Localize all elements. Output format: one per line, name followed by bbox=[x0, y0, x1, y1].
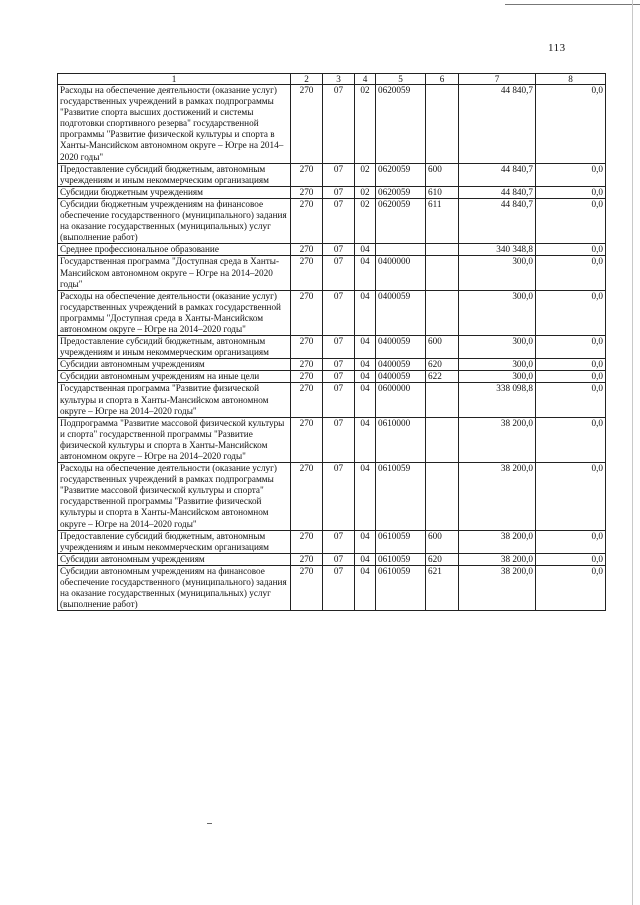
row-subsection: 04 bbox=[355, 463, 376, 531]
row-target-item: 0400000 bbox=[376, 256, 426, 290]
row-section: 07 bbox=[323, 565, 355, 610]
row-name: Государственная программа "Развитие физической культуры и спорта в Ханты-Мансийском автономном округе – Югре на 2014–2020 годы" bbox=[58, 383, 291, 417]
table-row bbox=[58, 553, 606, 565]
row-amount-2: 0,0 bbox=[536, 163, 606, 186]
row-amount: 300,0 bbox=[459, 290, 536, 335]
row-amount: 300,0 bbox=[459, 359, 536, 371]
row-amount-2: 0,0 bbox=[536, 371, 606, 383]
row-subsection: 04 bbox=[355, 383, 376, 417]
row-expense-type: 620 bbox=[426, 359, 459, 371]
row-section: 07 bbox=[323, 85, 355, 164]
row-amount-2: 0,0 bbox=[536, 553, 606, 565]
row-name: Субсидии автономным учреждениям bbox=[58, 359, 291, 371]
table-row bbox=[58, 359, 606, 371]
row-target-item: 0610000 bbox=[376, 417, 426, 462]
row-code: 270 bbox=[291, 565, 323, 610]
row-name: Предоставление субсидий бюджетным, автономным учреждениям и иным некоммерческим организациям bbox=[58, 163, 291, 186]
row-name: Расходы на обеспечение деятельности (оказание услуг) государственных учреждений в рамках подпрограммы "Развитие спорта высших достижений и системы подготовки спортивного резерва" государственной программы "Развитие физической культуры и спорта в Ханты-Мансийском автономном округе – Югре на 2014–2020 годы" bbox=[58, 85, 291, 164]
row-section: 07 bbox=[323, 530, 355, 553]
table-row bbox=[58, 198, 606, 243]
row-section: 07 bbox=[323, 553, 355, 565]
row-amount-2: 0,0 bbox=[536, 85, 606, 164]
row-name: Предоставление субсидий бюджетным, автономным учреждениям и иным некоммерческим организациям bbox=[58, 336, 291, 359]
row-code: 270 bbox=[291, 336, 323, 359]
row-amount-2: 0,0 bbox=[536, 290, 606, 335]
row-section: 07 bbox=[323, 417, 355, 462]
footer-mark bbox=[207, 823, 212, 824]
row-amount-2: 0,0 bbox=[536, 359, 606, 371]
row-target-item: 0610059 bbox=[376, 553, 426, 565]
table-body bbox=[58, 74, 606, 611]
row-expense-type bbox=[426, 383, 459, 417]
row-name: Субсидии автономным учреждениям на иные цели bbox=[58, 371, 291, 383]
row-code: 270 bbox=[291, 371, 323, 383]
row-amount: 44 840,7 bbox=[459, 85, 536, 164]
row-target-item: 0400059 bbox=[376, 290, 426, 335]
header-cell: 6 bbox=[426, 74, 459, 85]
table-row bbox=[58, 371, 606, 383]
row-section: 07 bbox=[323, 336, 355, 359]
row-code: 270 bbox=[291, 417, 323, 462]
budget-table bbox=[57, 73, 606, 611]
row-name: Среднее профессиональное образование bbox=[58, 244, 291, 256]
table-row bbox=[58, 383, 606, 417]
row-target-item bbox=[376, 244, 426, 256]
row-subsection: 04 bbox=[355, 565, 376, 610]
table-row bbox=[58, 290, 606, 335]
row-amount: 340 348,8 bbox=[459, 244, 536, 256]
row-expense-type bbox=[426, 463, 459, 531]
row-subsection: 04 bbox=[355, 530, 376, 553]
page-number: 113 bbox=[548, 42, 566, 54]
table-row bbox=[58, 163, 606, 186]
header-cell: 3 bbox=[323, 74, 355, 85]
row-amount-2: 0,0 bbox=[536, 336, 606, 359]
row-amount-2: 0,0 bbox=[536, 530, 606, 553]
row-name: Подпрограмма "Развитие массовой физической культуры и спорта" государственной программы "Развитие физической культуры и спорта в Ханты-Мансийском автономном округе – Югре на 2014–2020 годы" bbox=[58, 417, 291, 462]
row-subsection: 04 bbox=[355, 553, 376, 565]
row-amount: 300,0 bbox=[459, 336, 536, 359]
row-section: 07 bbox=[323, 290, 355, 335]
row-expense-type: 610 bbox=[426, 186, 459, 198]
row-section: 07 bbox=[323, 256, 355, 290]
table-row bbox=[58, 244, 606, 256]
row-amount: 300,0 bbox=[459, 256, 536, 290]
row-section: 07 bbox=[323, 198, 355, 243]
row-amount: 44 840,7 bbox=[459, 163, 536, 186]
row-target-item: 0620059 bbox=[376, 85, 426, 164]
table-row bbox=[58, 186, 606, 198]
table-row bbox=[58, 85, 606, 164]
row-amount: 38 200,0 bbox=[459, 565, 536, 610]
table-row bbox=[58, 336, 606, 359]
table-row bbox=[58, 530, 606, 553]
row-amount-2: 0,0 bbox=[536, 463, 606, 531]
row-amount-2: 0,0 bbox=[536, 256, 606, 290]
row-target-item: 0610059 bbox=[376, 530, 426, 553]
row-name: Государственная программа "Доступная среда в Ханты-Мансийском автономном округе – Югре на 2014–2020 годы" bbox=[58, 256, 291, 290]
row-code: 270 bbox=[291, 383, 323, 417]
row-amount: 38 200,0 bbox=[459, 530, 536, 553]
row-target-item: 0400059 bbox=[376, 371, 426, 383]
row-target-item: 0600000 bbox=[376, 383, 426, 417]
row-code: 270 bbox=[291, 359, 323, 371]
row-amount-2: 0,0 bbox=[536, 565, 606, 610]
row-expense-type bbox=[426, 85, 459, 164]
row-expense-type: 600 bbox=[426, 163, 459, 186]
row-subsection: 04 bbox=[355, 371, 376, 383]
row-expense-type bbox=[426, 256, 459, 290]
row-code: 270 bbox=[291, 186, 323, 198]
row-subsection: 04 bbox=[355, 256, 376, 290]
row-target-item: 0400059 bbox=[376, 359, 426, 371]
row-subsection: 02 bbox=[355, 163, 376, 186]
table-row bbox=[58, 463, 606, 531]
row-amount: 44 840,7 bbox=[459, 186, 536, 198]
row-subsection: 04 bbox=[355, 336, 376, 359]
row-amount: 38 200,0 bbox=[459, 553, 536, 565]
row-name: Предоставление субсидий бюджетным, автономным учреждениям и иным некоммерческим организациям bbox=[58, 530, 291, 553]
row-amount: 44 840,7 bbox=[459, 198, 536, 243]
table-row bbox=[58, 417, 606, 462]
row-expense-type: 600 bbox=[426, 530, 459, 553]
row-section: 07 bbox=[323, 163, 355, 186]
row-amount: 38 200,0 bbox=[459, 417, 536, 462]
row-code: 270 bbox=[291, 463, 323, 531]
row-name: Субсидии бюджетным учреждениям на финансовое обеспечение государственного (муниципального) задания на оказание государственных (муниципальных) услуг (выполнение работ) bbox=[58, 198, 291, 243]
row-code: 270 bbox=[291, 530, 323, 553]
header-cell: 7 bbox=[459, 74, 536, 85]
row-target-item: 0620059 bbox=[376, 198, 426, 243]
row-code: 270 bbox=[291, 198, 323, 243]
row-amount-2: 0,0 bbox=[536, 198, 606, 243]
row-amount-2: 0,0 bbox=[536, 383, 606, 417]
row-subsection: 04 bbox=[355, 417, 376, 462]
row-expense-type: 622 bbox=[426, 371, 459, 383]
header-cell: 5 bbox=[376, 74, 426, 85]
scan-top-line bbox=[505, 4, 640, 5]
header-cell: 8 bbox=[536, 74, 606, 85]
row-code: 270 bbox=[291, 244, 323, 256]
row-expense-type: 600 bbox=[426, 336, 459, 359]
row-amount-2: 0,0 bbox=[536, 417, 606, 462]
header-cell: 1 bbox=[58, 74, 291, 85]
row-subsection: 04 bbox=[355, 244, 376, 256]
row-section: 07 bbox=[323, 463, 355, 531]
row-section: 07 bbox=[323, 186, 355, 198]
row-target-item: 0400059 bbox=[376, 336, 426, 359]
row-target-item: 0620059 bbox=[376, 163, 426, 186]
row-subsection: 02 bbox=[355, 186, 376, 198]
row-section: 07 bbox=[323, 244, 355, 256]
row-target-item: 0610059 bbox=[376, 565, 426, 610]
row-amount: 300,0 bbox=[459, 371, 536, 383]
row-name: Субсидии автономным учреждениям bbox=[58, 553, 291, 565]
row-code: 270 bbox=[291, 85, 323, 164]
row-amount: 338 098,8 bbox=[459, 383, 536, 417]
row-code: 270 bbox=[291, 256, 323, 290]
row-amount-2: 0,0 bbox=[536, 186, 606, 198]
table-row bbox=[58, 565, 606, 610]
row-amount: 38 200,0 bbox=[459, 463, 536, 531]
header-row bbox=[58, 74, 606, 85]
row-name: Субсидии бюджетным учреждениям bbox=[58, 186, 291, 198]
row-expense-type: 621 bbox=[426, 565, 459, 610]
row-expense-type: 620 bbox=[426, 553, 459, 565]
row-section: 07 bbox=[323, 383, 355, 417]
scan-right-edge bbox=[632, 0, 633, 905]
row-code: 270 bbox=[291, 553, 323, 565]
row-expense-type bbox=[426, 290, 459, 335]
row-target-item: 0610059 bbox=[376, 463, 426, 531]
row-section: 07 bbox=[323, 359, 355, 371]
row-target-item: 0620059 bbox=[376, 186, 426, 198]
table-row bbox=[58, 256, 606, 290]
row-amount-2: 0,0 bbox=[536, 244, 606, 256]
row-code: 270 bbox=[291, 163, 323, 186]
row-expense-type bbox=[426, 417, 459, 462]
row-section: 07 bbox=[323, 371, 355, 383]
row-subsection: 04 bbox=[355, 359, 376, 371]
row-code: 270 bbox=[291, 290, 323, 335]
row-name: Субсидии автономным учреждениям на финансовое обеспечение государственного (муниципального) задания на оказание государственных (муниципальных) услуг (выполнение работ) bbox=[58, 565, 291, 610]
row-expense-type bbox=[426, 244, 459, 256]
row-subsection: 04 bbox=[355, 290, 376, 335]
row-subsection: 02 bbox=[355, 85, 376, 164]
row-name: Расходы на обеспечение деятельности (оказание услуг) государственных учреждений в рамках государственной программы "Доступная среда в Ханты-Мансийском автономном округе – Югре на 2014–2020 годы" bbox=[58, 290, 291, 335]
row-subsection: 02 bbox=[355, 198, 376, 243]
header-cell: 2 bbox=[291, 74, 323, 85]
row-expense-type: 611 bbox=[426, 198, 459, 243]
row-name: Расходы на обеспечение деятельности (оказание услуг) государственных учреждений в рамках подпрограммы "Развитие массовой физической культуры и спорта" государственной программы "Развитие физической культуры и спорта в Ханты-Мансийском автономном округе – Югре на 2014–2020 годы" bbox=[58, 463, 291, 531]
header-cell: 4 bbox=[355, 74, 376, 85]
